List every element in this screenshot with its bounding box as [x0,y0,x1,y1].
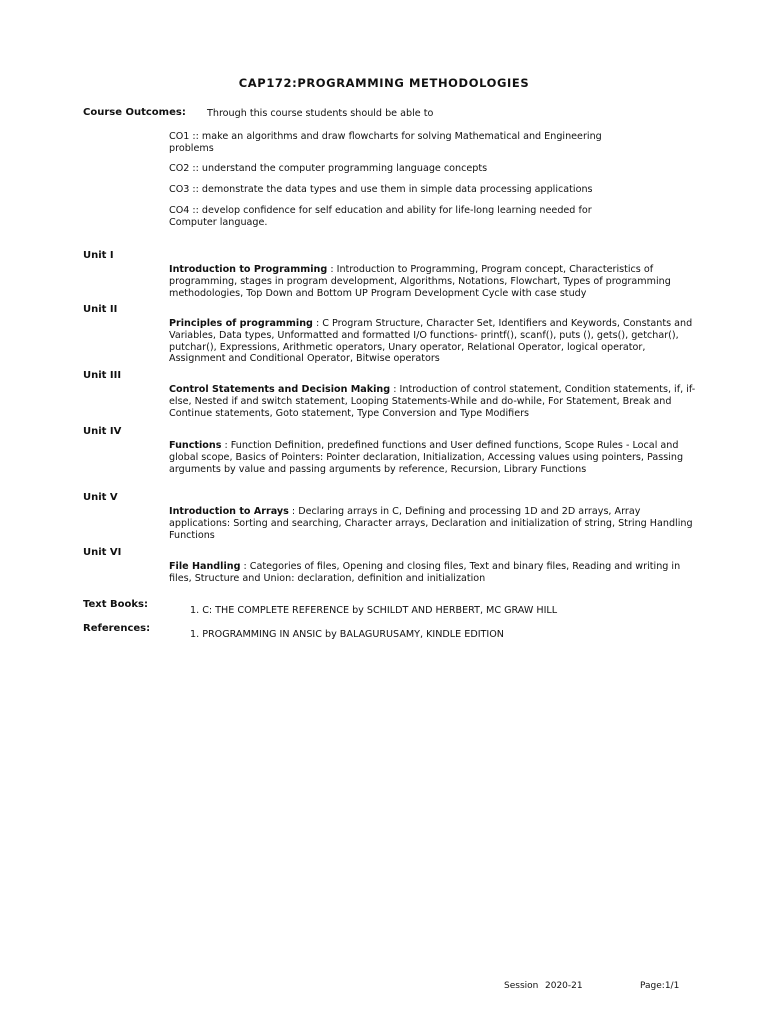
unit-4-heading: Functions [169,440,222,451]
unit-5-heading: Introduction to Arrays [169,506,289,517]
course-outcome-3: CO3 :: demonstrate the data types and use them in simple data processing applications [169,184,593,195]
unit-6-label: Unit VI [83,547,122,558]
course-outcomes-label: Course Outcomes: [83,107,186,118]
unit-2-content [169,318,703,365]
unit-2-label: Unit II [83,304,118,315]
unit-1-separator: : [327,264,337,275]
unit-6-content [169,561,703,585]
unit-2-text: C Program Structure, Character Set, Identifiers and Keywords, Constants and Variables, Data types, Unformatted and formatted I/O functions- printf(), scanf(), puts (), gets(), getchar(), putchar(), Expressions, Arithmetic operators, Unary operator, Relational Operator, logical operator, Assignment and Conditional Operator, Bitwise operators [169,318,693,365]
unit-3-content [169,384,703,419]
references-label: References: [83,623,151,634]
course-outcome-2: CO2 :: understand the computer programming language concepts [169,163,488,174]
course-outcomes-intro: Through this course students should be able to [207,108,434,119]
unit-5-content [169,506,703,541]
page-title: CAP172:PROGRAMMING METHODOLOGIES [238,76,530,90]
text-books-label: Text Books: [83,599,148,610]
unit-3-text: Introduction of control statement, Condition statements, if, if-else, Nested if and switch statement, Looping Statements-While and do-while, For Statement, Break and Continue statements, Goto statement, Type Conversion and Type Modifiers [169,384,696,419]
unit-4-content [169,440,703,475]
unit-1-label: Unit I [83,250,114,261]
course-outcome-1: CO1 :: make an algorithms and draw flowcharts for solving Mathematical and Engineering problems [169,131,602,154]
unit-1-text: Introduction to Programming, Program concept, Characteristics of programming, stages in program development, Algorithms, Notations, Flowchart, Types of programming methodologies, Top Down and Bottom UP Program Development Cycle with case study [169,264,671,299]
unit-1-heading: Introduction to Programming [169,264,328,275]
unit-1-content [169,264,703,299]
reference-item: 1. PROGRAMMING IN ANSIC by BALAGURUSAMY, KINDLE EDITION [190,629,504,640]
unit-3-label: Unit III [83,370,122,381]
unit-4-text: Function Definition, predefined functions and User defined functions, Scope Rules - Local and global scope, Basics of Pointers: Pointer declaration, Initialization, Accessing values using pointers, Passing arguments by value and passing arguments by reference, Recursion, Library Functions [169,440,684,475]
page-number: Page:1/1 [640,981,680,991]
unit-3-separator: : [390,384,400,395]
text-book-item: 1. C: THE COMPLETE REFERENCE by SCHILDT AND HERBERT, MC GRAW HILL [190,605,558,616]
session-label: Session [504,981,539,991]
unit-5-text: Declaring arrays in C, Defining and processing 1D and 2D arrays, Array applications: Sorting and searching, Character arrays, Declaration and initialization of string, String Handling Functions [169,506,693,541]
unit-6-separator: : [240,561,250,572]
session-value: 2020-21 [545,981,583,991]
unit-2-separator: : [312,318,323,329]
unit-6-heading: File Handling [169,561,241,572]
unit-6-text: Categories of files, Opening and closing files, Text and binary files, Reading and writing in files, Structure and Union: declaration, definition and initialization [169,561,681,584]
unit-3-heading: Control Statements and Decision Making [169,384,391,395]
unit-4-separator: : [221,440,231,451]
unit-2-heading: Principles of programming [169,318,313,329]
unit-4-label: Unit IV [83,426,122,437]
course-outcome-4: CO4 :: develop confidence for self education and ability for life-long learning needed for Computer language. [169,205,592,228]
unit-5-label: Unit V [83,492,118,503]
unit-5-separator: : [288,506,299,517]
